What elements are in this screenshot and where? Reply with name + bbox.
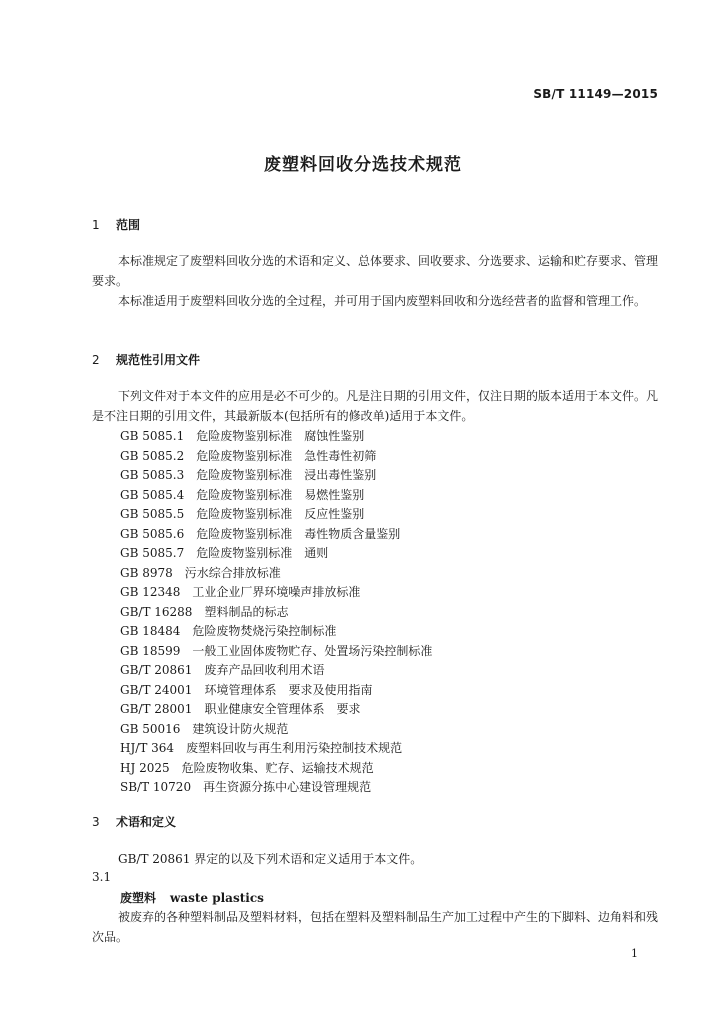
section-3-intro: GB/T 20861 界定的以及下列术语和定义适用于本文件。 xyxy=(118,852,423,866)
section-number: 3 xyxy=(92,815,100,829)
reference-code: GB 5085.2 xyxy=(120,448,185,463)
section-2-heading xyxy=(92,351,200,368)
reference-title: 建筑设计防火规范 xyxy=(192,721,289,736)
reference-code: HJ/T 364 xyxy=(120,741,175,755)
reference-item xyxy=(120,525,432,545)
reference-code: SB/T 10720 xyxy=(120,780,192,794)
reference-code: GB/T 16288 xyxy=(120,604,193,619)
reference-item xyxy=(120,466,432,486)
reference-title: 再生资源分拣中心建设管理规范 xyxy=(203,780,372,794)
section-1-heading xyxy=(92,216,140,233)
reference-code: GB 5085.5 xyxy=(120,507,185,521)
reference-title: 危险废物鉴别标准 浸出毒性鉴别 xyxy=(196,468,377,482)
reference-item xyxy=(120,681,432,701)
reference-item xyxy=(120,739,432,759)
term-definition: 被废弃的各种塑料制品及塑料材料，包括在塑料及塑料制品生产加工过程中产生的下脚料、边角料和残次品。 xyxy=(92,910,659,944)
section-number: 2 xyxy=(92,353,100,367)
reference-item xyxy=(120,759,432,779)
reference-code: GB 18484 xyxy=(120,624,181,638)
reference-item xyxy=(120,486,432,506)
reference-item xyxy=(120,642,432,662)
reference-title: 危险废物收集、贮存、运输技术规范 xyxy=(181,760,374,775)
normative-references-list xyxy=(120,427,432,798)
reference-title: 危险废物鉴别标准 腐蚀性鉴别 xyxy=(196,429,365,443)
term-number: 3.1 xyxy=(92,870,112,884)
reference-code: GB 5085.1 xyxy=(120,429,185,443)
reference-title: 一般工业固体废物贮存、处置场污染控制标准 xyxy=(192,643,433,658)
term-chinese: 废塑料 xyxy=(120,891,157,905)
reference-item xyxy=(120,778,432,798)
reference-code: HJ 2025 xyxy=(120,760,170,775)
reference-title: 环境管理体系 要求及使用指南 xyxy=(204,682,373,697)
reference-code: GB 5085.4 xyxy=(120,487,185,502)
document-title: 废塑料回收分选技术规范 xyxy=(264,155,462,175)
reference-code: GB/T 24001 xyxy=(120,682,193,697)
page-number: 1 xyxy=(631,947,638,960)
reference-title: 危险废物鉴别标准 急性毒性初筛 xyxy=(196,448,377,463)
reference-title: 危险废物鉴别标准 易燃性鉴别 xyxy=(196,487,365,502)
reference-item xyxy=(120,544,432,564)
reference-title: 危险废物鉴别标准 毒性物质含量鉴别 xyxy=(196,526,401,541)
reference-item xyxy=(120,661,432,681)
reference-item xyxy=(120,505,432,525)
standard-code: SB/T 11149—2015 xyxy=(533,87,658,101)
reference-title: 职业健康安全管理体系 要求 xyxy=(204,702,361,716)
reference-code: GB/T 20861 xyxy=(120,663,193,677)
reference-item xyxy=(120,583,432,603)
reference-title: 工业企业厂界环境噪声排放标准 xyxy=(192,585,361,599)
reference-code: GB 18599 xyxy=(120,643,181,658)
section-title: 范围 xyxy=(116,218,141,232)
reference-item xyxy=(120,700,432,720)
reference-code: GB 12348 xyxy=(120,585,181,599)
reference-code: GB 50016 xyxy=(120,721,181,736)
reference-title: 危险废物鉴别标准 通则 xyxy=(196,546,329,560)
reference-title: 废弃产品回收利用术语 xyxy=(204,663,325,677)
reference-title: 废塑料回收与再生利用污染控制技术规范 xyxy=(186,741,403,755)
reference-title: 危险废物鉴别标准 反应性鉴别 xyxy=(196,507,365,521)
reference-code: GB/T 28001 xyxy=(120,702,193,716)
reference-title: 危险废物焚烧污染控制标准 xyxy=(192,624,337,638)
reference-item xyxy=(120,447,432,467)
section-title: 规范性引用文件 xyxy=(116,353,201,367)
section-1-paragraph-2: 本标准适用于废塑料回收分选的全过程，并可用于国内废塑料回收和分选经营者的监督和管理工作。 xyxy=(118,294,647,308)
reference-item xyxy=(120,427,432,447)
section-2-intro: 下列文件对于本文件的应用是必不可少的。凡是注日期的引用文件，仅注日期的版本适用于本文件。凡是不注日期的引用文件，其最新版本(包括所有的修改单)适用于本文件。 xyxy=(92,389,659,423)
reference-item xyxy=(120,603,432,623)
reference-code: GB 5085.7 xyxy=(120,546,185,560)
term-english: waste plastics xyxy=(170,891,264,905)
reference-item xyxy=(120,622,432,642)
section-title: 术语和定义 xyxy=(116,815,177,829)
reference-title: 塑料制品的标志 xyxy=(204,604,289,619)
section-1-paragraph-1: 本标准规定了废塑料回收分选的术语和定义、总体要求、回收要求、分选要求、运输和贮存要求、管理要求。 xyxy=(92,254,659,288)
section-3-heading xyxy=(92,813,176,830)
reference-item xyxy=(120,720,432,740)
reference-code: GB 5085.6 xyxy=(120,526,185,541)
reference-title: 污水综合排放标准 xyxy=(184,565,281,580)
term-heading xyxy=(120,889,264,906)
reference-item xyxy=(120,564,432,584)
reference-code: GB 5085.3 xyxy=(120,468,185,482)
section-number: 1 xyxy=(92,218,100,232)
reference-code: GB 8978 xyxy=(120,565,173,580)
